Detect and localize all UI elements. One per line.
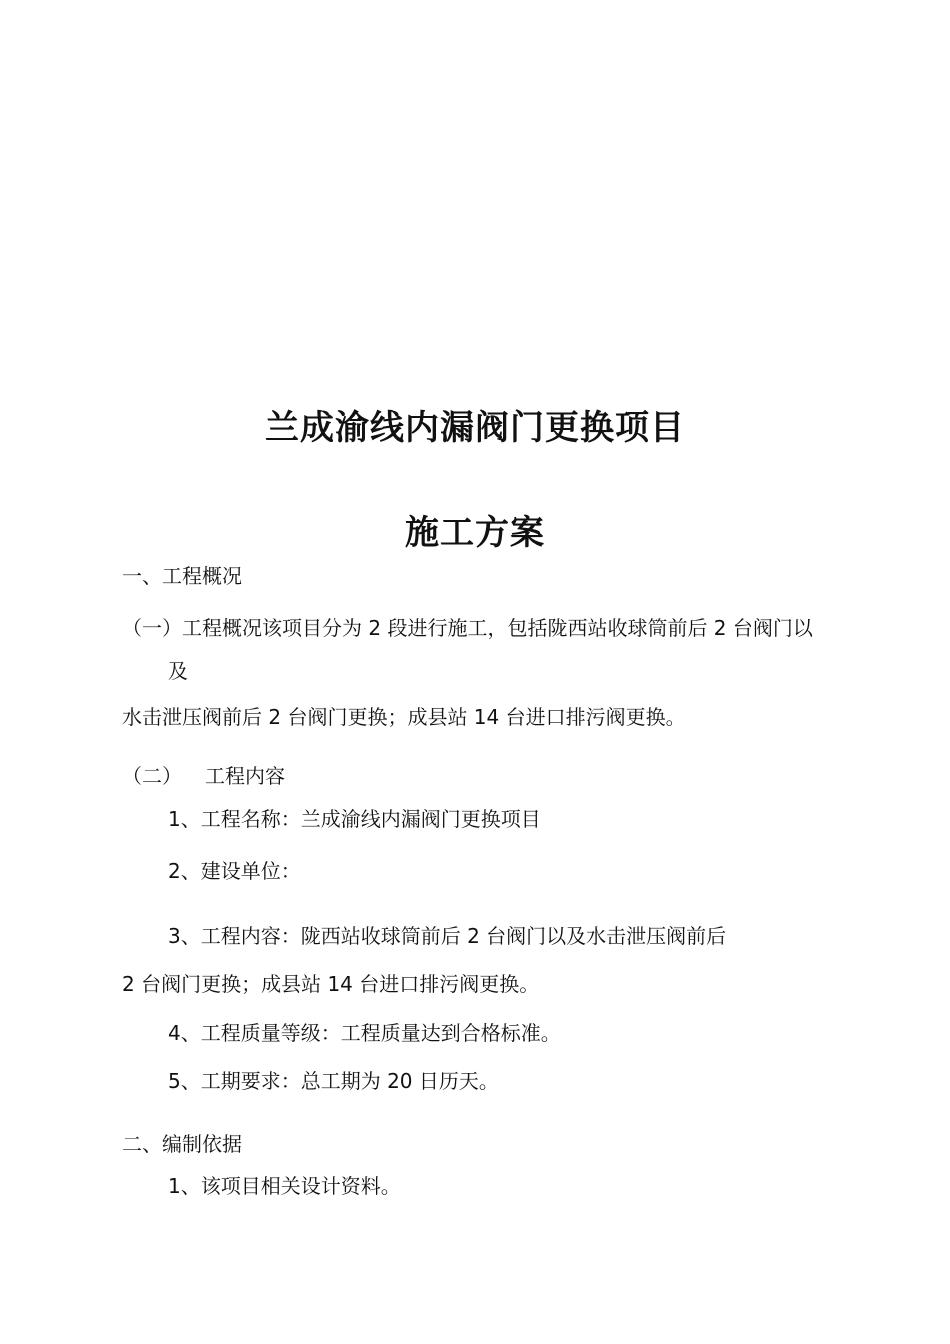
list-item-scope-line1: 3、工程内容：陇西站收球筒前后 2 台阀门以及水击泄压阀前后: [168, 924, 727, 948]
list-item-schedule: 5、工期要求：总工期为 20 日历天。: [168, 1069, 499, 1093]
list-item-project-name: 1、工程名称：兰成渝线内漏阀门更换项目: [168, 807, 541, 831]
document-subtitle: 施工方案: [405, 513, 545, 553]
list-item-design-docs: 1、该项目相关设计资料。: [168, 1174, 401, 1198]
list-item-owner: 2、建设单位：: [168, 859, 301, 883]
subsection-number: （二）: [122, 764, 182, 788]
paragraph-overview-line3: 水击泄压阀前后 2 台阀门更换；成县站 14 台进口排污阀更换。: [122, 705, 686, 729]
paragraph-overview-line2: 及: [168, 659, 188, 683]
list-item-scope-line2: 2 台阀门更换；成县站 14 台进口排污阀更换。: [122, 972, 540, 996]
section-heading-basis: 二、编制依据: [122, 1132, 242, 1156]
document-title: 兰成渝线内漏阀门更换项目: [265, 408, 685, 448]
paragraph-overview-line1: （一）工程概况该项目分为 2 段进行施工，包括陇西站收球筒前后 2 台阀门以: [122, 616, 813, 640]
section-heading-overview: 一、工程概况: [122, 564, 242, 588]
list-item-quality: 4、工程质量等级：工程质量达到合格标准。: [168, 1021, 561, 1045]
subsection-heading-content: 工程内容: [205, 764, 285, 788]
